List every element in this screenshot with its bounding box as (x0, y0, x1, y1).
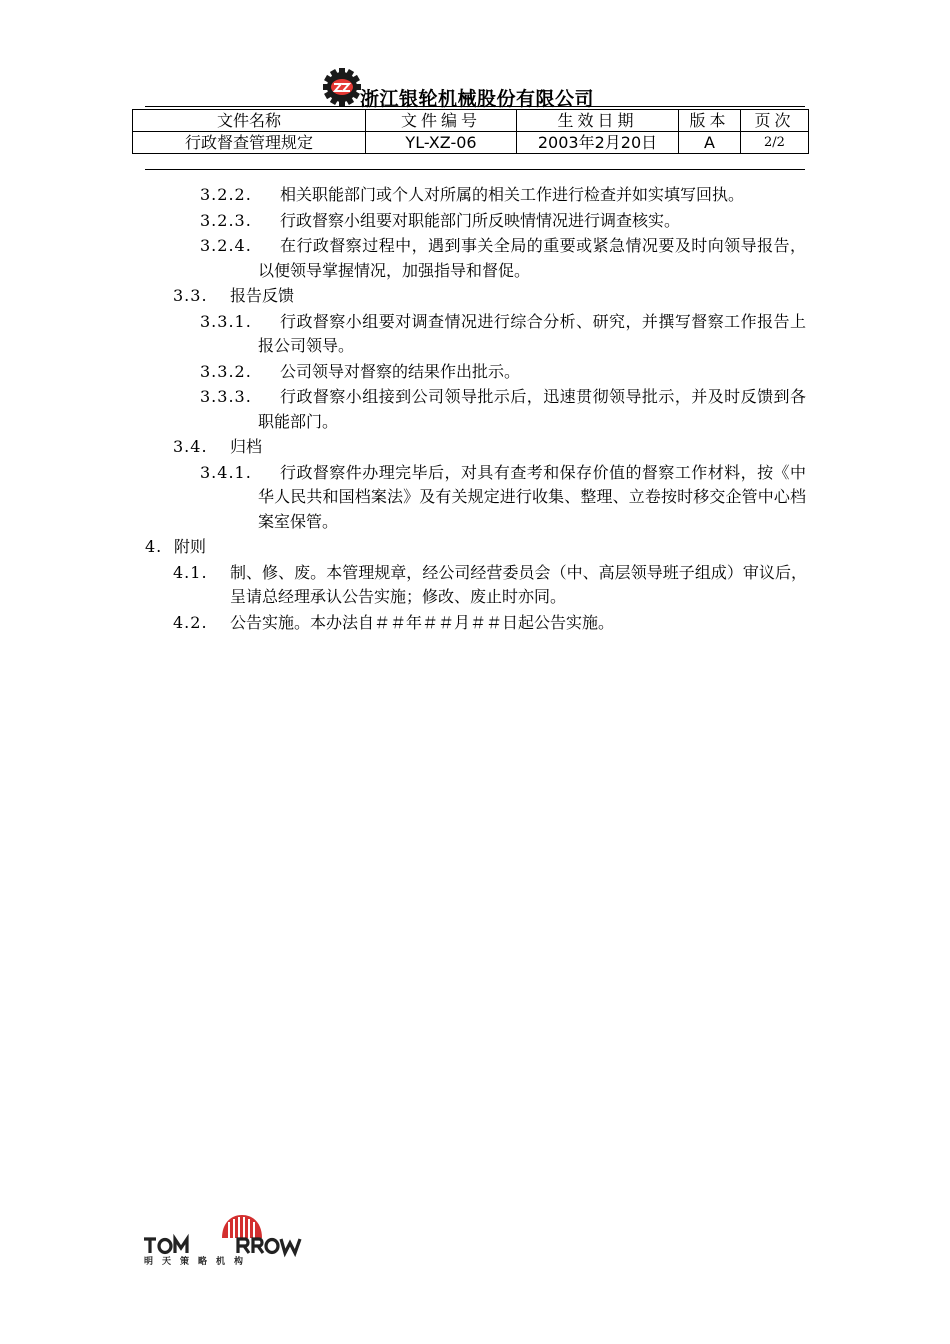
header-version: 版本 (679, 110, 741, 132)
document-body (0, 183, 950, 636)
clause-text: 制、修、废。本管理规章，经公司经营委员会（中、高层领导班子组成）审议后，呈请总经理承认公告实施；修改、废止时亦同。 (230, 562, 807, 606)
clause-text: 行政督察小组接到公司领导批示后，迅速贯彻领导批示，并及时反馈到各职能部门。 (258, 387, 806, 431)
section-heading (0, 435, 950, 460)
clause-text: 行政督察小组要对调查情况进行综合分析、研究，并撰写督察工作报告上报公司领导。 (258, 311, 806, 355)
clause-number: 4.1. (173, 562, 208, 582)
header-file-name: 文件名称 (133, 110, 366, 132)
section-title: 归档 (230, 437, 263, 456)
header-file-number: 文件编号 (366, 110, 517, 132)
chapter-heading (0, 535, 950, 560)
table-value-row (133, 132, 809, 154)
document-info-table (132, 109, 809, 154)
clause-number: 3.4.1. (200, 462, 252, 482)
clause-number: 3.3.1. (200, 311, 252, 331)
company-gear-logo-icon (322, 68, 362, 106)
section-heading (0, 284, 950, 309)
clause-item (0, 611, 950, 636)
svg-text:明天策略机构: 明天策略机构 (144, 1257, 253, 1266)
clause-item (0, 234, 950, 283)
clause-number: 3.2.2. (200, 185, 252, 204)
clause-item (0, 461, 950, 535)
clause-item (0, 183, 950, 208)
clause-item (0, 360, 950, 385)
header-page: 页次 (741, 110, 809, 132)
header-divider (145, 106, 805, 107)
clause-text: 公告实施。本办法自＃＃年＃＃月＃＃日起公告实施。 (230, 612, 615, 632)
clause-number: 3.2.4. (200, 236, 252, 255)
clause-item (0, 310, 950, 359)
value-effective-date: 2003年2月20日 (517, 132, 679, 154)
clause-number: 3.3.3. (200, 387, 252, 406)
chapter-number: 4. (145, 537, 163, 556)
table-divider (145, 169, 805, 170)
section-number: 3.4. (173, 437, 208, 456)
clause-number: 3.3.2. (200, 361, 252, 381)
clause-item (0, 209, 950, 234)
value-file-number: YL-XZ-06 (366, 132, 517, 154)
value-file-name: 行政督查管理规定 (133, 132, 366, 154)
clause-number: 3.2.3. (200, 210, 252, 230)
header-effective-date: 生效日期 (517, 110, 679, 132)
clause-text: 行政督察件办理完毕后，对具有查考和保存价值的督察工作材料，按《中华人民共和国档案法》及有关规定进行收集、整理、立卷按时移交企管中心档案室保管。 (258, 462, 806, 531)
section-number: 3.3. (173, 286, 208, 305)
table-header-row (133, 110, 809, 132)
value-version: A (679, 132, 741, 154)
value-page: 2/2 (741, 132, 809, 154)
chapter-title: 附则 (174, 537, 207, 556)
clause-item (0, 385, 950, 434)
section-title: 报告反馈 (230, 286, 295, 305)
tomorrow-logo-icon (142, 1212, 304, 1266)
clause-text: 公司领导对督察的结果作出批示。 (280, 361, 521, 381)
company-name: 浙江银轮机械股份有限公司 (360, 88, 595, 110)
clause-text: 在行政督察过程中，遇到事关全局的重要或紧急情况要及时向领导报告，以便领导掌握情况，加强指导和督促。 (258, 236, 806, 280)
clause-text: 行政督察小组要对职能部门所反映情情况进行调查核实。 (280, 210, 681, 230)
clause-number: 4.2. (173, 612, 208, 632)
clause-text: 相关职能部门或个人对所属的相关工作进行检查并如实填写回执。 (280, 185, 745, 204)
clause-item (0, 561, 950, 610)
